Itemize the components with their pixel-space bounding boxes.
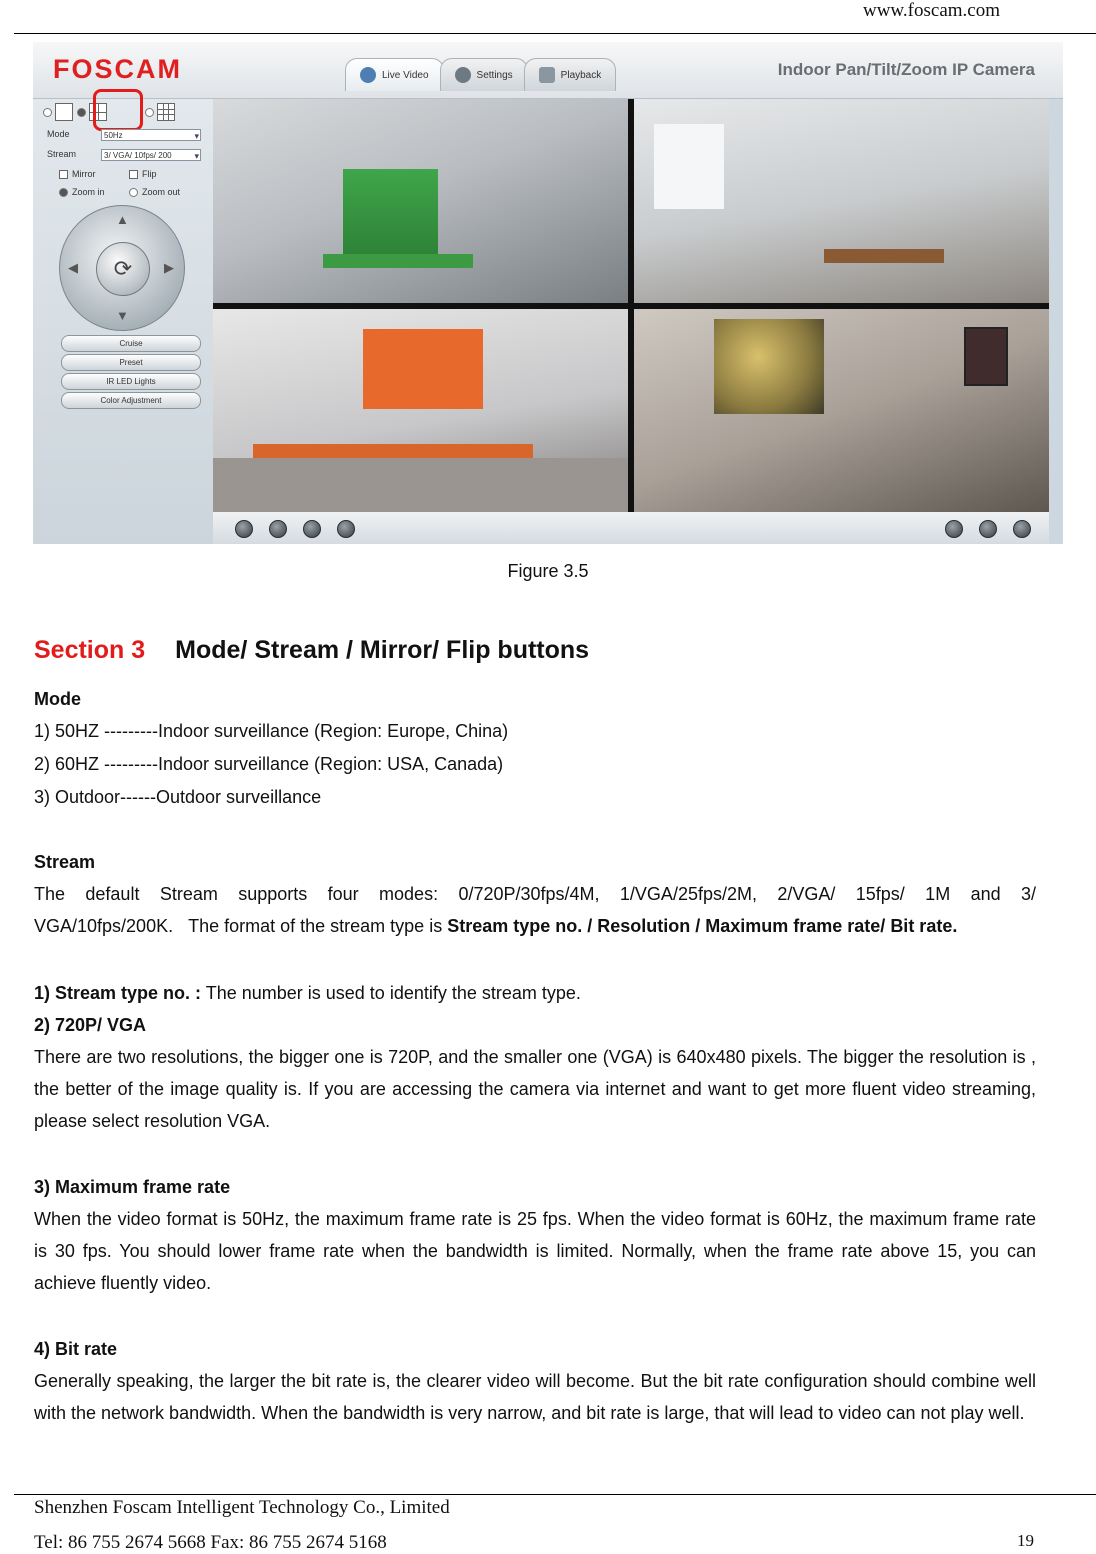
footer-rule: [14, 1494, 1096, 1495]
header-url: www.foscam.com: [862, 0, 1000, 21]
checkbox-icon: [129, 170, 138, 179]
zoom-out-label: Zoom out: [142, 187, 181, 197]
up-arrow-icon[interactable]: ▲: [116, 212, 129, 227]
single-view-icon: [55, 103, 73, 121]
ir-led-lights-button[interactable]: IR LED Lights: [61, 373, 201, 390]
playback-icon: [539, 67, 555, 83]
tab-settings[interactable]: [440, 58, 528, 91]
wrench-icon: [455, 67, 471, 83]
mode-item-3: 3) Outdoor------Outdoor surveillance: [34, 787, 322, 807]
figure-caption: Figure 3.5: [507, 561, 589, 581]
camera-ui-screenshot: [33, 42, 1063, 544]
zoom-in-label: Zoom in: [72, 187, 105, 197]
color-adjustment-button[interactable]: Color Adjustment: [61, 392, 201, 409]
video-cell-4[interactable]: [634, 309, 1049, 513]
camera-title: Indoor Pan/Tilt/Zoom IP Camera: [777, 60, 1035, 79]
orange-desk: [253, 444, 533, 458]
mode-item-2: 2) 60HZ ---------Indoor surveillance (Region: USA, Canada): [34, 754, 504, 774]
floor: [213, 458, 628, 513]
foscam-logo: FOSCAM: [53, 54, 182, 84]
orange-wall: [363, 329, 483, 409]
fullscreen-icon[interactable]: [1013, 520, 1031, 538]
radio-icon: [77, 108, 86, 117]
ptz-center-button[interactable]: [96, 242, 150, 296]
ptz-control-wheel[interactable]: [59, 205, 185, 331]
footer-company: Shenzhen Foscam Intelligent Technology Co., Limited: [34, 1497, 450, 1518]
cruise-button[interactable]: Cruise: [61, 335, 201, 352]
radio-icon: [129, 188, 138, 197]
stream-item-4-text: Generally speaking, the larger the bit rate is, the clearer video will become. But the bit rate configuration should combine well with the network bandwidth. When the bandwidth is very narrow, and bit rate is large, that will lead to video can not play well.: [34, 1371, 1036, 1423]
green-bench: [323, 254, 473, 268]
item-text: The number is used to identify the stream type.: [201, 983, 581, 1003]
record-icon[interactable]: [979, 520, 997, 538]
stream-format: Stream type no. / Resolution / Maximum frame rate/ Bit rate.: [447, 916, 958, 936]
radio-icon: [145, 108, 154, 117]
down-arrow-icon[interactable]: ▼: [116, 308, 129, 323]
video-cell-2[interactable]: [634, 99, 1049, 303]
video-cell-1[interactable]: [213, 99, 628, 303]
zoom-out-radio[interactable]: [129, 187, 180, 197]
stream-item-3-text: When the video format is 50Hz, the maximum frame rate is 25 fps. When the video format is 60Hz, the maximum frame rate is 30 fps. You should lower frame rate when the bandwidth is limited. Normally, when the frame rate above 15, you can achieve fluently video.: [34, 1209, 1036, 1293]
video-toolbar: [213, 512, 1049, 544]
snapshot-icon[interactable]: [945, 520, 963, 538]
mirror-label: Mirror: [72, 169, 96, 179]
window: [654, 124, 724, 209]
item-label: 1) Stream type no. :: [34, 983, 202, 1003]
highlight-circle: [93, 89, 143, 131]
stream-intro: [34, 878, 1036, 942]
stream-item-1: [34, 983, 581, 1003]
right-arrow-icon[interactable]: ▶: [164, 260, 174, 275]
radio-icon: [59, 188, 68, 197]
header-rule: [14, 33, 1096, 34]
control-panel: [33, 99, 213, 544]
stream-label: Stream: [47, 149, 77, 159]
radio-icon: [43, 108, 52, 117]
audio-icon[interactable]: [303, 520, 321, 538]
section-heading: [34, 636, 589, 665]
view-mode-1[interactable]: [43, 101, 73, 123]
video-grid: [213, 99, 1049, 512]
stream-select[interactable]: 3/ VGA/ 10fps/ 200 ▾: [101, 149, 201, 161]
zoom-in-radio[interactable]: [59, 187, 105, 197]
talk-icon[interactable]: [337, 520, 355, 538]
flip-label: Flip: [142, 169, 157, 179]
nine-view-icon: [157, 103, 175, 121]
mode-label: Mode: [47, 129, 70, 139]
play-icon[interactable]: [235, 520, 253, 538]
mirror-checkbox[interactable]: [59, 169, 96, 179]
camera-icon: [360, 67, 376, 83]
tab-playback[interactable]: [524, 58, 617, 91]
tab-label: Settings: [476, 69, 513, 81]
office-desk: [824, 249, 944, 263]
preset-button[interactable]: Preset: [61, 354, 201, 371]
stop-icon[interactable]: [269, 520, 287, 538]
checkbox-icon: [59, 170, 68, 179]
mode-item-1: 1) 50HZ ---------Indoor surveillance (Region: Europe, China): [34, 721, 509, 741]
green-wall: [343, 169, 438, 264]
mode-select[interactable]: 50Hz ▾: [101, 129, 201, 141]
flip-checkbox[interactable]: [129, 169, 157, 179]
section-title: Mode/ Stream / Mirror/ Flip buttons: [175, 636, 590, 664]
tab-live-video[interactable]: [345, 58, 444, 91]
tab-label: Live Video: [382, 69, 429, 81]
page-number: 19: [1017, 1531, 1034, 1550]
stream-heading: Stream: [34, 852, 96, 872]
rotate-icon: ⟳: [113, 256, 133, 281]
top-bar: [33, 42, 1063, 99]
mode-heading: Mode: [34, 689, 81, 709]
left-arrow-icon[interactable]: ◀: [68, 260, 78, 275]
stream-item-3-label: 3) Maximum frame rate: [34, 1177, 231, 1197]
view-mode-9[interactable]: [145, 101, 175, 123]
wall-tv: [964, 327, 1008, 386]
stream-item-2-label: 2) 720P/ VGA: [34, 1015, 147, 1035]
tab-label: Playback: [560, 69, 602, 81]
main-tabs: [345, 58, 612, 90]
stream-item-2-text: There are two resolutions, the bigger one is 720P, and the smaller one (VGA) is 640x480 pixels. The bigger the resolution is , the better of the image quality is. If you are accessing the camera via internet and want to get more fluent video streaming, please select resolution VGA.: [34, 1047, 1036, 1131]
wall-painting: [714, 319, 824, 414]
stream-item-4-label: 4) Bit rate: [34, 1339, 118, 1359]
section-number: Section 3: [34, 636, 146, 664]
video-cell-3[interactable]: [213, 309, 628, 513]
stream-intro-text: The default Stream supports four modes: 0/720P/30fps/4M, 1/VGA/25fps/2M, 2/VGA/ 15fps/ 1M and 3/ VGA/10fps/200K. The format of the stream type is: [34, 884, 1036, 936]
footer-contact: Tel: 86 755 2674 5668 Fax: 86 755 2674 5168: [34, 1532, 387, 1553]
